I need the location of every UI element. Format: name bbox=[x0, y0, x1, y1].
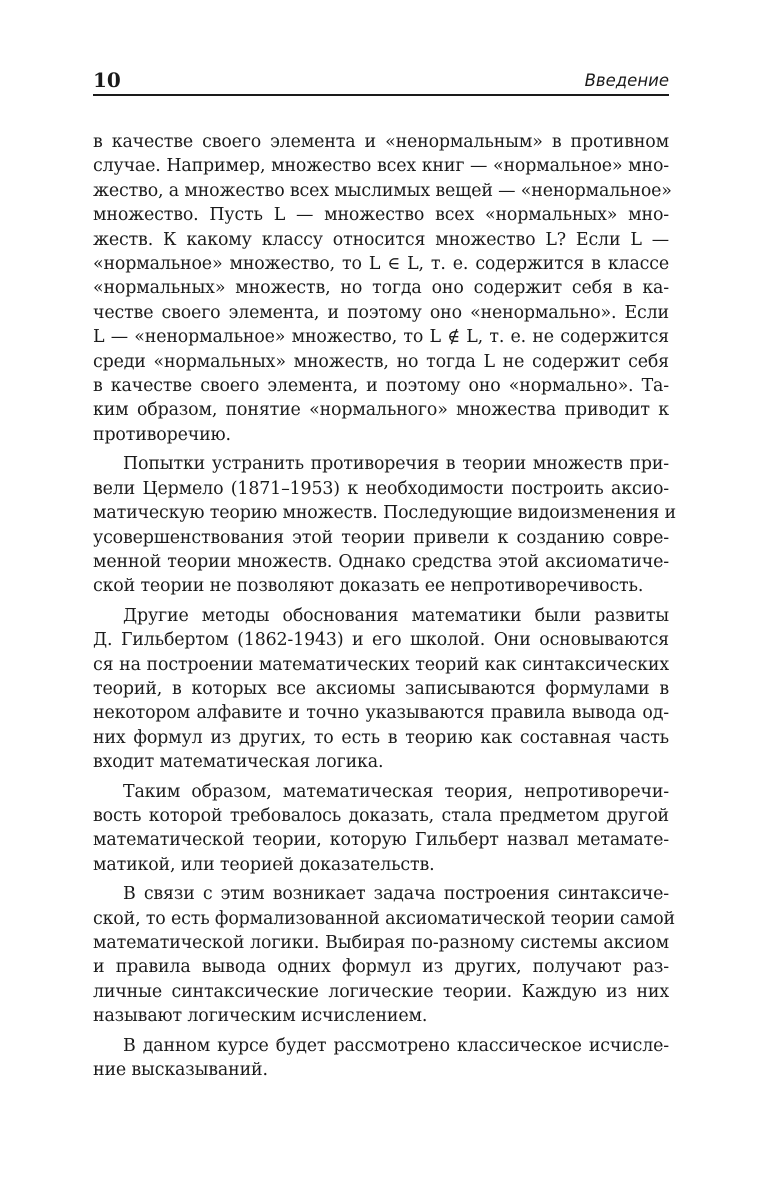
text-line: ние высказываний. bbox=[93, 1060, 268, 1081]
text-line: Другие методы обоснования математики были развиты bbox=[123, 605, 669, 626]
text-line: и правила вывода одних формул из других, получают раз- bbox=[93, 957, 669, 978]
text-line: L — «ненормальное» множество, то L ∉ L, т. е. не содержится bbox=[93, 327, 669, 348]
text-line: математической логики. Выбирая по-разному системы аксиом bbox=[93, 933, 669, 953]
text-line: вость которой требовалось доказать, стала предметом другой bbox=[93, 805, 669, 826]
text-line: ской теории не позволяют доказать ее непротиворечивость. bbox=[93, 576, 644, 597]
text-line: в качестве своего элемента, и поэтому оно «нормально». Та- bbox=[93, 376, 669, 397]
text-line: жеств. К какому классу относится множество L? Если L — bbox=[93, 229, 669, 250]
text-line: В данном курсе будет рассмотрено классическое исчисле- bbox=[123, 1035, 669, 1056]
paragraph-1 bbox=[93, 130, 672, 447]
text-line: входит математическая логика. bbox=[93, 752, 384, 773]
text-line: матическую теорию множеств. Последующие видоизменения и bbox=[93, 503, 676, 524]
text-line: противоречию. bbox=[93, 424, 231, 445]
text-line: них формул из других, то есть в теорию как составная часть bbox=[93, 727, 669, 748]
text-line: множество. Пусть L — множество всех «нормальных» мно- bbox=[93, 205, 669, 226]
page-number: 10 bbox=[93, 68, 121, 92]
text-line: в качестве своего элемента и «ненормальным» в противном bbox=[93, 132, 669, 152]
text-line: вели Цермело (1871–1953) к необходимости построить аксио- bbox=[93, 478, 669, 499]
text-line: Попытки устранить противоречия в теории множеств при- bbox=[123, 454, 669, 475]
text-line: менной теории множеств. Однако средства этой аксиоматиче- bbox=[93, 551, 669, 572]
text-line: жество, а множество всех мыслимых вещей — «ненормальное» bbox=[93, 180, 672, 201]
paragraph-6 bbox=[93, 1034, 669, 1083]
text-line: называют логическим исчислением. bbox=[93, 1006, 428, 1027]
text-line: Д. Гильбертом (1862-1943) и его школой. Они основываются bbox=[93, 630, 669, 651]
running-title: Введение bbox=[584, 71, 669, 90]
text-line: «нормальное» множество, то L ∈ L, т. е. содержится в классе bbox=[93, 254, 669, 275]
text-line: Таким образом, математическая теория, непротиворечи- bbox=[123, 781, 669, 802]
text-line: честве своего элемента, и поэтому оно «ненормально». Если bbox=[93, 302, 669, 323]
text-line: математической теории, которую Гильберт назвал метамате- bbox=[93, 830, 669, 851]
page-header bbox=[93, 66, 669, 96]
text-line: усовершенствования этой теории привели к созданию совре- bbox=[93, 527, 669, 548]
paragraph-5 bbox=[93, 882, 675, 1028]
text-line: случае. Например, множество всех книг — «нормальное» мно- bbox=[93, 156, 669, 177]
paragraph-4 bbox=[93, 780, 669, 878]
text-line: В связи с этим возникает задача построения синтаксиче- bbox=[123, 884, 669, 905]
text-line: ской, то есть формализованной аксиоматической теории самой bbox=[93, 908, 675, 929]
paragraph-2 bbox=[93, 452, 676, 598]
text-line: среди «нормальных» множеств, но тогда L не содержит себя bbox=[93, 351, 669, 372]
book-page bbox=[93, 66, 676, 1087]
body-text bbox=[93, 130, 676, 1082]
text-line: ся на построении математических теорий как синтаксических bbox=[93, 654, 669, 675]
paragraph-3 bbox=[93, 604, 669, 775]
text-line: теорий, в которых все аксиомы записываются формулами в bbox=[93, 678, 669, 699]
text-line: матикой, или теорией доказательств. bbox=[93, 854, 435, 875]
text-line: ким образом, понятие «нормального» множества приводит к bbox=[93, 400, 669, 421]
text-line: некотором алфавите и точно указываются правила вывода од- bbox=[93, 703, 669, 724]
text-line: «нормальных» множеств, но тогда оно содержит себя в ка- bbox=[93, 278, 669, 299]
text-line: личные синтаксические логические теории. Каждую из них bbox=[93, 981, 669, 1002]
